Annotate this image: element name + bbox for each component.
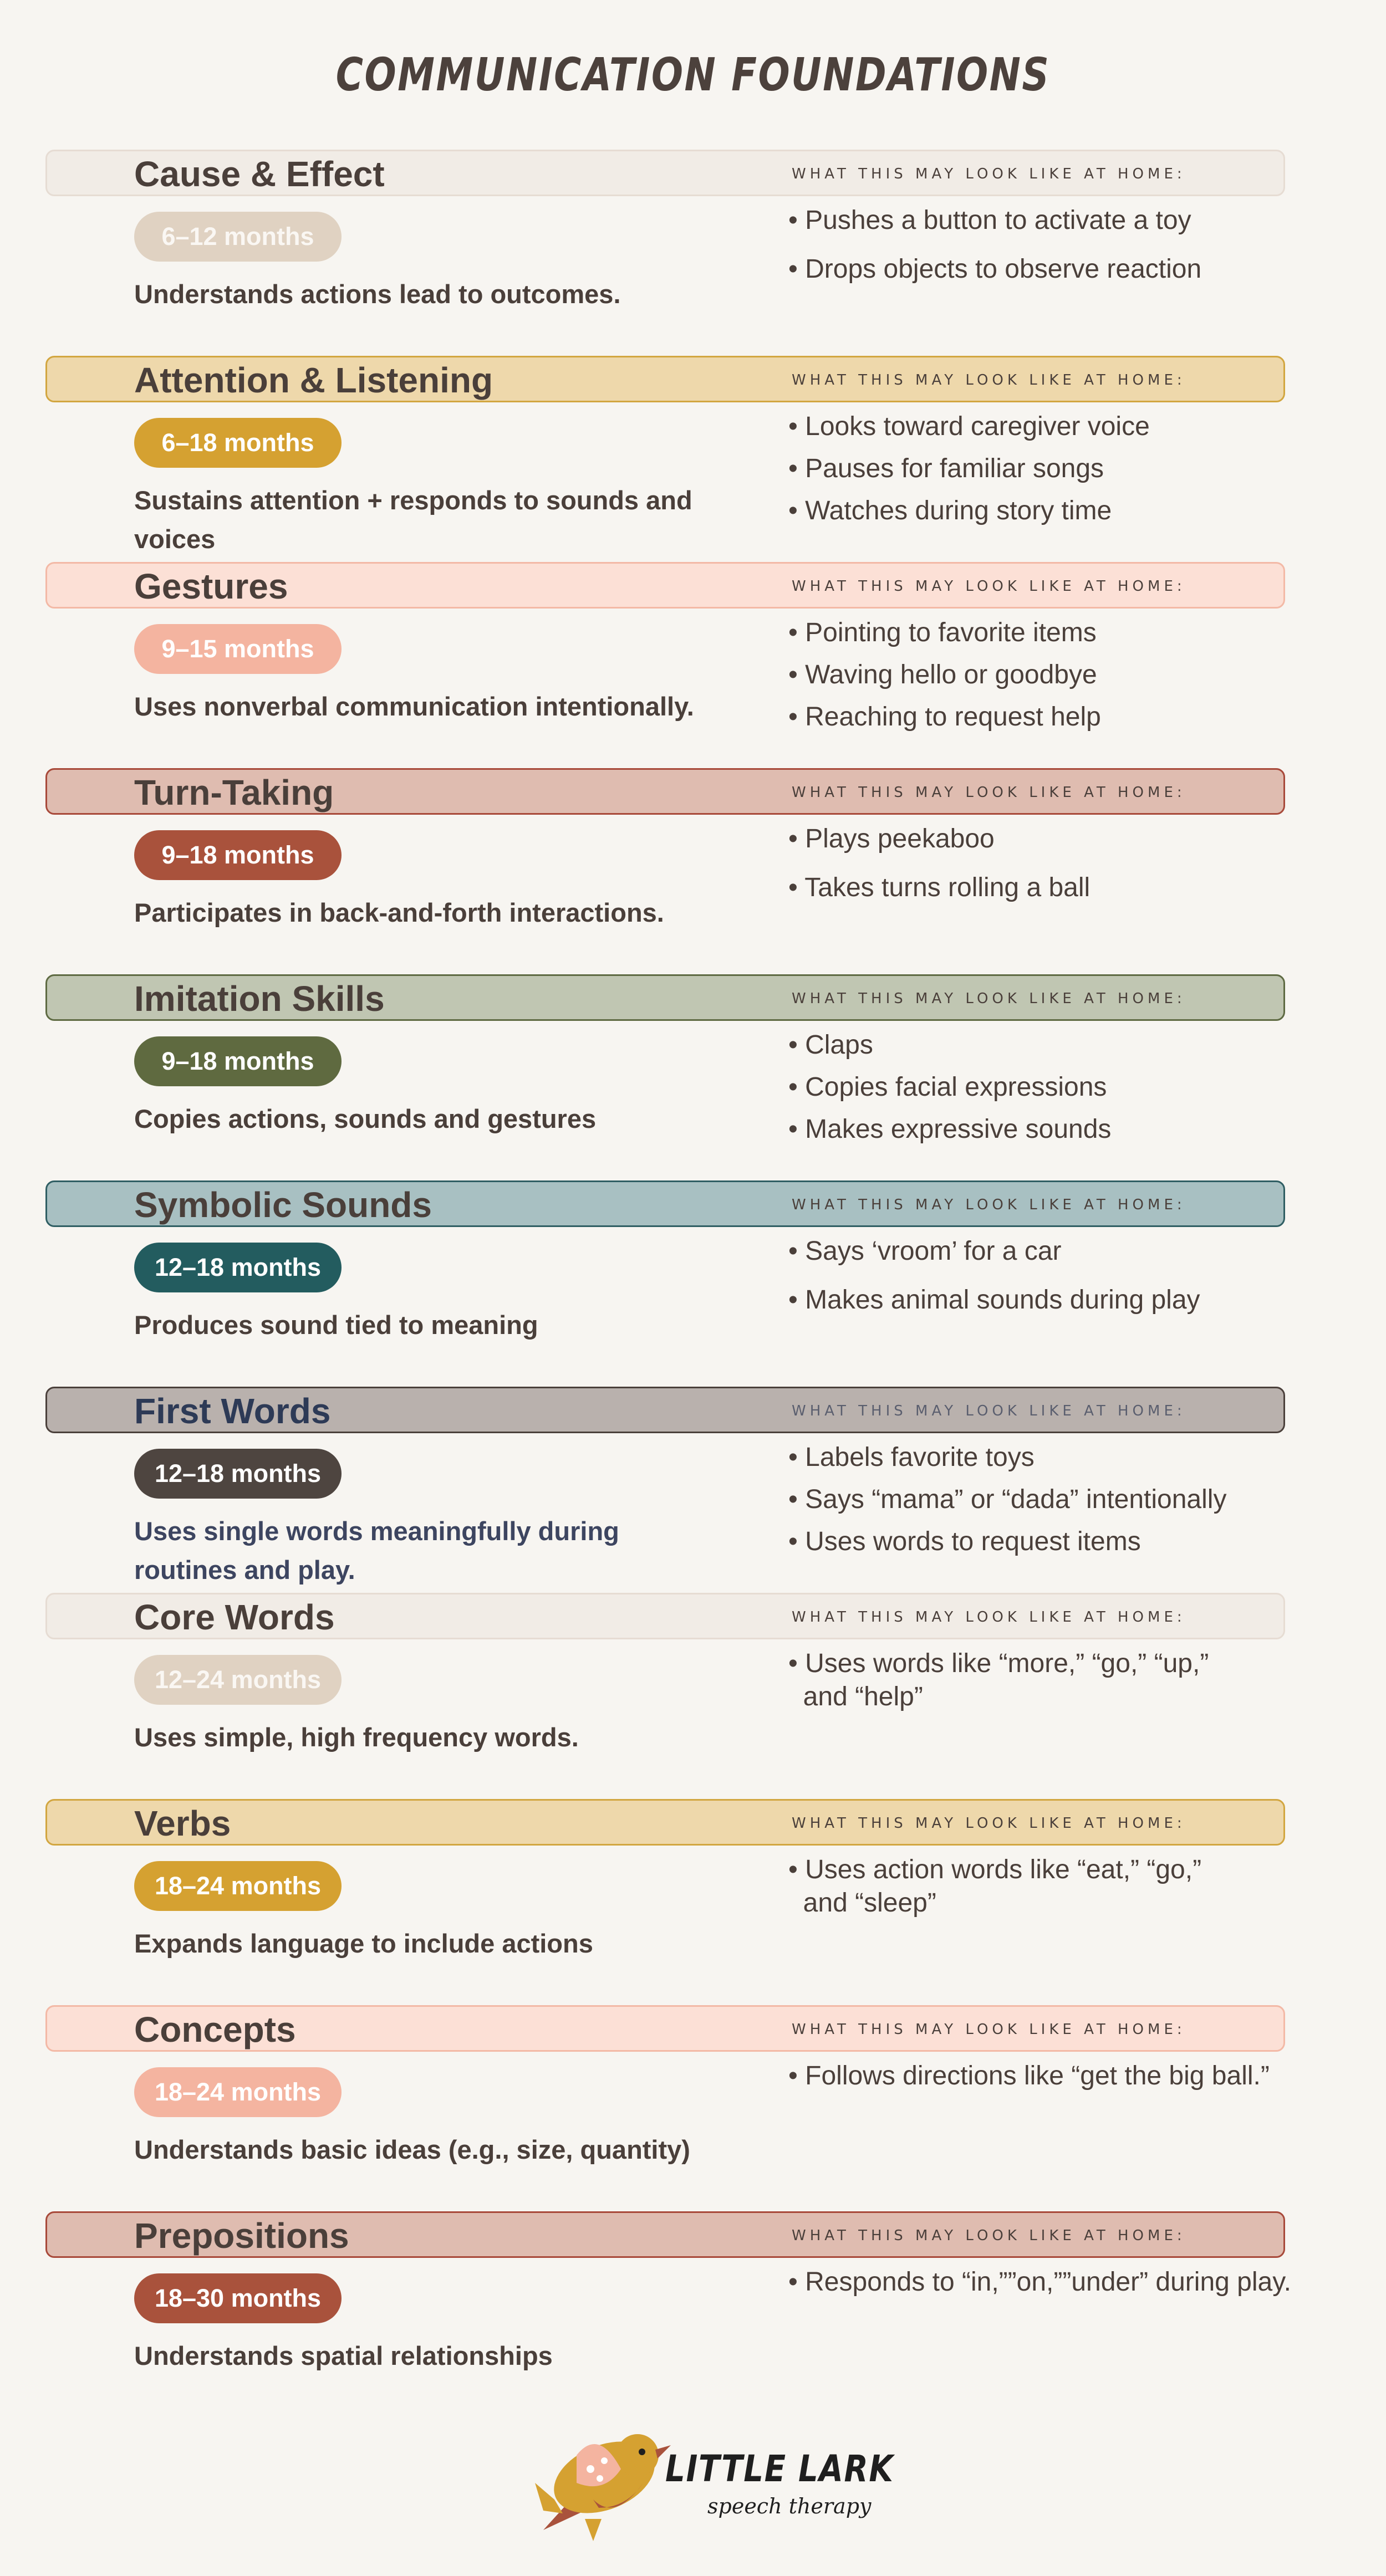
age-range-badge: 6–12 months — [134, 212, 342, 262]
home-examples-list — [788, 822, 1376, 920]
milestone-heading: Symbolic Sounds — [134, 1185, 432, 1225]
home-example-item: • Watches during story time — [788, 496, 1112, 525]
home-examples-label: WHAT THIS MAY LOOK LIKE AT HOME: — [792, 784, 1186, 801]
home-examples-list — [788, 1029, 1376, 1155]
milestone-heading: Turn-Taking — [134, 773, 334, 812]
home-examples-label: WHAT THIS MAY LOOK LIKE AT HOME: — [792, 1403, 1186, 1419]
home-examples-list — [788, 616, 1376, 743]
home-examples-label: WHAT THIS MAY LOOK LIKE AT HOME: — [792, 990, 1186, 1007]
little-lark-logo — [532, 2416, 894, 2544]
milestone-section — [0, 1799, 1386, 2005]
home-examples-list — [788, 1441, 1376, 1567]
milestone-heading: Imitation Skills — [134, 979, 385, 1019]
milestone-section — [0, 974, 1386, 1180]
home-examples-label: WHAT THIS MAY LOOK LIKE AT HOME: — [792, 372, 1186, 389]
home-example-item: • Says “mama” or “dada” intentionally — [788, 1485, 1227, 1514]
milestone-section — [0, 2005, 1386, 2211]
home-example-item: • Drops objects to observe reaction — [788, 254, 1202, 284]
home-example-item: • Says ‘vroom’ for a car — [788, 1236, 1062, 1266]
home-example-item: • Waving hello or goodbye — [788, 660, 1097, 689]
milestone-section — [0, 1387, 1386, 1593]
home-example-item: • Claps — [788, 1030, 873, 1060]
home-example-item: • Reaching to request help — [788, 702, 1101, 732]
home-examples-list — [788, 1647, 1376, 1729]
milestone-heading: Prepositions — [134, 2216, 349, 2256]
milestone-heading: Cause & Effect — [134, 154, 385, 194]
home-examples-list — [788, 2266, 1376, 2314]
home-examples-label: WHAT THIS MAY LOOK LIKE AT HOME: — [792, 2227, 1186, 2244]
age-range-badge: 18–24 months — [134, 1861, 342, 1911]
home-example-item: • Labels favorite toys — [788, 1443, 1035, 1472]
age-range-badge: 18–24 months — [134, 2067, 342, 2117]
milestone-description: Expands language to include actions — [134, 1929, 593, 1958]
milestone-description: Uses simple, high frequency words. — [134, 1723, 579, 1752]
milestone-section — [0, 768, 1386, 974]
milestone-section — [0, 356, 1386, 562]
milestone-description: Uses nonverbal communication intentionally. — [134, 692, 694, 721]
home-examples-label: WHAT THIS MAY LOOK LIKE AT HOME: — [792, 166, 1186, 182]
page-title: COMMUNICATION FOUNDATIONS — [335, 49, 1051, 101]
milestone-section — [0, 562, 1386, 768]
milestone-description: Understands basic ideas (e.g., size, quantity) — [134, 2135, 690, 2164]
home-example-item: • Follows directions like “get the big ball.” — [788, 2061, 1270, 2091]
home-example-item: • Makes expressive sounds — [788, 1115, 1112, 1144]
age-range-badge: 9–18 months — [134, 1036, 342, 1086]
milestone-heading: Gestures — [134, 566, 288, 606]
age-range-badge: 12–18 months — [134, 1243, 342, 1292]
home-example-item: • Makes animal sounds during play — [788, 1285, 1200, 1315]
milestone-description: Understands spatial relationships — [134, 2341, 553, 2370]
milestone-description: Understands actions lead to outcomes. — [134, 279, 621, 309]
home-example-item: • Takes turns rolling a ball — [788, 873, 1091, 902]
milestone-heading: First Words — [134, 1391, 331, 1431]
milestone-section — [0, 1180, 1386, 1387]
milestone-description: Copies actions, sounds and gestures — [134, 1104, 597, 1133]
age-range-badge: 9–15 months — [134, 624, 342, 674]
age-range-badge: 6–18 months — [134, 418, 342, 468]
milestone-description: Sustains attention + responds to sounds and voices — [134, 485, 692, 554]
age-range-badge: 9–18 months — [134, 830, 342, 880]
home-examples-label: WHAT THIS MAY LOOK LIKE AT HOME: — [792, 1609, 1186, 1626]
logo-tagline: speech therapy — [707, 2494, 872, 2518]
logo-name: LITTLE LARK — [665, 2447, 894, 2490]
milestone-heading: Core Words — [134, 1597, 335, 1637]
home-examples-list — [788, 410, 1376, 536]
home-examples-label: WHAT THIS MAY LOOK LIKE AT HOME: — [792, 1197, 1186, 1213]
home-example-item: • Uses action words like “eat,” “go,” and “sleep” — [788, 1855, 1202, 1918]
home-examples-label: WHAT THIS MAY LOOK LIKE AT HOME: — [792, 578, 1186, 595]
milestone-heading: Attention & Listening — [134, 360, 493, 400]
age-range-badge: 12–24 months — [134, 1655, 342, 1705]
home-example-item: • Uses words to request items — [788, 1527, 1141, 1556]
home-examples-list — [788, 204, 1376, 301]
age-range-badge: 12–18 months — [134, 1449, 342, 1499]
home-example-item: • Uses words like “more,” “go,” “up,” and “help” — [788, 1649, 1209, 1711]
home-example-item: • Pauses for familiar songs — [788, 454, 1104, 483]
age-range-badge: 18–30 months — [134, 2273, 342, 2323]
milestone-heading: Verbs — [134, 1803, 231, 1843]
home-example-item: • Plays peekaboo — [788, 824, 995, 853]
milestone-description: Uses single words meaningfully during routines and play. — [134, 1516, 619, 1585]
milestone-section — [0, 150, 1386, 356]
milestone-section — [0, 1593, 1386, 1799]
home-example-item: • Pushes a button to activate a toy — [788, 206, 1191, 235]
home-example-item: • Copies facial expressions — [788, 1072, 1107, 1102]
milestone-description: Produces sound tied to meaning — [134, 1310, 538, 1340]
home-examples-list — [788, 1235, 1376, 1332]
lark-bird-icon — [532, 2416, 671, 2544]
home-example-item: • Pointing to favorite items — [788, 618, 1097, 647]
milestone-description: Participates in back-and-forth interactions. — [134, 898, 664, 927]
home-example-item: • Looks toward caregiver voice — [788, 412, 1150, 441]
home-examples-list — [788, 1853, 1376, 1935]
home-examples-label: WHAT THIS MAY LOOK LIKE AT HOME: — [792, 2021, 1186, 2038]
home-example-item: • Responds to “in,””on,””under” during play. — [788, 2267, 1292, 2297]
milestone-section — [0, 2211, 1386, 2417]
milestone-heading: Concepts — [134, 2010, 296, 2049]
home-examples-list — [788, 2059, 1376, 2108]
home-examples-label: WHAT THIS MAY LOOK LIKE AT HOME: — [792, 1815, 1186, 1832]
